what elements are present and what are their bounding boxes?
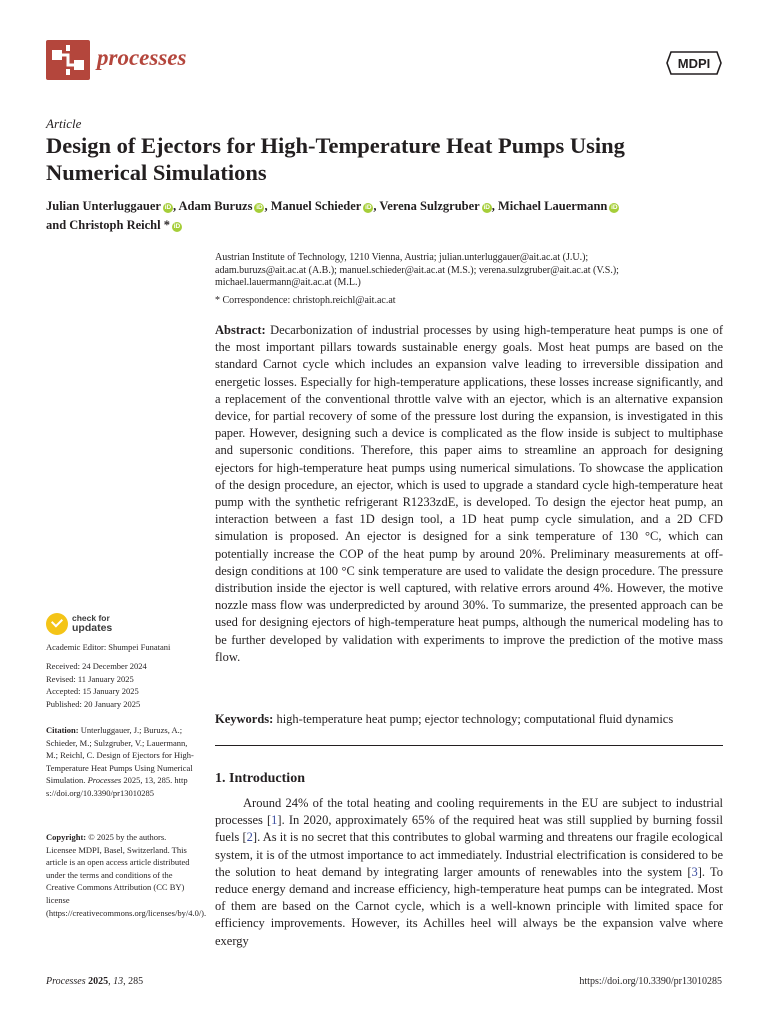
orcid-icon[interactable]: iD xyxy=(256,204,263,211)
footer-doi-link[interactable]: https://doi.org/10.3390/pr13010285 xyxy=(579,976,722,987)
check-line-1: check for xyxy=(72,613,110,623)
citation-link[interactable]: 1 xyxy=(271,813,278,828)
publication-dates xyxy=(46,660,196,710)
author-conjunction: and xyxy=(46,218,70,232)
abstract-label: Abstract: xyxy=(215,323,266,337)
check-for-updates-label xyxy=(72,613,112,633)
orcid-icon[interactable]: iD xyxy=(365,204,372,211)
author-name[interactable]: Michael Lauermann xyxy=(497,199,608,213)
intro-segment: ]. In 2020, approximately 65% of the required heat was still supplied by burning fossil fuels [ xyxy=(215,813,723,845)
academic-editor: Academic Editor: Shumpei Funatani xyxy=(46,642,171,652)
check-icon xyxy=(46,613,68,635)
copyright-block xyxy=(46,831,207,919)
author-name[interactable]: Verena Sulzgruber xyxy=(379,199,480,213)
footer-journal: Processes xyxy=(46,976,86,987)
intro-segment: Around 24% of the total heating and cooling requirements in the EU are subject to industrial processes [ xyxy=(215,796,723,828)
check-for-updates-button[interactable] xyxy=(46,612,166,640)
intro-segment: ]. As it is no secret that this contributes to global warming and threatens our fragile ecological system, it is of the utmost importance to act immediately. Industrial electrification is considered to be the solution to heat demand by integrating larger amounts of renewables into the system [ xyxy=(215,830,723,879)
footer-citation: Processes 2025, 13, 285 xyxy=(46,976,144,987)
citation-details: 2025, 13, 285. xyxy=(123,775,173,786)
citation-doi[interactable]: https://doi.org/10.3390/pr13010285 xyxy=(46,775,188,798)
keywords-text: high-temperature heat pump; ejector technology; computational fluid dynamics xyxy=(276,712,674,726)
orcid-icon[interactable]: iD xyxy=(611,204,618,211)
mdpi-logo-text: MDPI xyxy=(677,56,711,71)
author-name[interactable]: Adam Buruzs xyxy=(178,199,253,213)
affiliations xyxy=(215,252,735,290)
affiliation-line: michael.lauermann@ait.ac.at (M.L.) xyxy=(215,277,361,289)
section-divider xyxy=(215,745,723,746)
journal-name[interactable]: processes xyxy=(97,45,187,70)
citation-label: Citation: xyxy=(46,725,79,735)
article-type: Article xyxy=(46,116,82,131)
orcid-icon[interactable]: iD xyxy=(173,223,181,230)
keywords-label: Keywords: xyxy=(215,712,274,726)
received-date: Received: 24 December 2024 xyxy=(46,661,147,671)
journal-logo-icon xyxy=(46,40,90,80)
introduction-heading: 1. Introduction xyxy=(215,771,305,786)
author-name[interactable]: Julian Unterluggauer xyxy=(46,199,161,213)
citation-journal: Processes xyxy=(87,775,122,786)
author-list xyxy=(46,197,736,235)
affiliation-line: adam.buruzs@ait.ac.at (A.B.); manuel.schieder@ait.ac.at (M.S.); verena.sulzgruber@ait.ac.at (V.S.); xyxy=(215,264,619,276)
author-separator: * xyxy=(160,218,170,232)
mdpi-logo[interactable] xyxy=(665,48,723,78)
author-separator: , xyxy=(373,199,380,213)
citation-block xyxy=(46,724,194,800)
footer-article-number: 285 xyxy=(128,976,144,987)
copyright-label: Copyright: xyxy=(46,832,87,842)
author-separator: , xyxy=(264,199,271,213)
keywords xyxy=(215,711,723,728)
author-separator: , xyxy=(491,199,498,213)
accepted-date: Accepted: 15 January 2025 xyxy=(46,686,139,697)
author-name[interactable]: Manuel Schieder xyxy=(270,199,362,213)
citation-text: Unterluggauer, J.; Buruzs, A.; Schieder, M.; Sulzgruber, V.; Lauermann, M.; Reichl, C. Design of Ejectors for High-Temperature Heat Pumps Using Numerical Simulation. xyxy=(46,725,194,786)
citation-link[interactable]: 3 xyxy=(691,864,698,879)
footer-volume: 13 xyxy=(113,976,124,987)
intro-segment: ]. To reduce energy demand and increase efficiency, high-temperature heat pumps can be integrated. Most of them are based on the Carnot cycle, which is a well-known principle with limited space for efficiency improvements. However, its Achilles heel will always be the expansion valve where exergy xyxy=(215,864,723,948)
orcid-icon[interactable]: iD xyxy=(164,204,172,211)
abstract-text: Decarbonization of industrial processes by using high-temperature heat pumps is one of the most important pillars towards sustainable energy goals. Most heat pumps are based on the standard Carnot cycle which includes an expansion valve leading to irreversible dissipation and energetic losses. Especially for high-temperature applications, these losses increase significantly, and a replacement of the conventional throttle valve with an ejector, which is an alternative expansion device, for partial recovery of some of the pressure lost during the expansion, is investigated in this paper. However, designing such a device is complicated as the flow inside is subject to multiphase and supersonic conditions. Therefore, this paper aims to streamline an approach for designing ejectors for high-temperature heat pumps using numerical simulations. To showcase the application of the design procedure, an ejector, which is used to upgrade a standard cycle high-temperature heat pump with the synthetic refrigerant R1233zdE, is developed. To design the ejector heat pump, an interaction between a fast 1D design tool, a 1D heat pump cycle simulation, and a 2D CFD simulation is proposed. An ejector is designed for a sink temperature of 130 °C, which can potentially increase the COP of the heat pump by around 20%. Preliminary measurements at off-design conditions at 100 °C sink temperature are used to validate the design procedure. The pressure distribution inside the ejector is well captured, with relative errors around 4%. However, the motive nozzle mass flow was underpredicted by around 30%. To summarize, the presented approach can be used for designing ejectors of high-temperature heat pumps, although the numerical modeling has to be further developed by validation with experiments to improve the prediction of the motive mass flow. xyxy=(215,323,724,664)
published-date: Published: 20 January 2025 xyxy=(46,698,141,709)
copyright-text: © 2025 by the authors. Licensee MDPI, Basel, Switzerland. This article is an open access article distributed under the terms and conditions of the Creative Commons Attribution (CC BY) license (https://creativecommons.org/licenses/by/4.0/). xyxy=(46,832,207,918)
article-title: Design of Ejectors for High-Temperature Heat Pumps Using Numerical Simulations xyxy=(46,133,625,185)
introduction-text xyxy=(215,795,723,950)
footer-year: 2025 xyxy=(88,976,109,987)
affiliation-line: Austrian Institute of Technology, 1210 Vienna, Austria; julian.unterluggauer@ait.ac.at (J.U.); xyxy=(215,252,589,263)
orcid-icon[interactable]: iD xyxy=(483,204,490,211)
citation-link[interactable]: 2 xyxy=(246,830,253,845)
author-separator: , xyxy=(172,199,179,213)
revised-date: Revised: 11 January 2025 xyxy=(46,673,134,684)
abstract xyxy=(215,322,723,666)
correspondence: * Correspondence: christoph.reichl@ait.ac.at xyxy=(215,295,396,306)
author-name[interactable]: Christoph Reichl xyxy=(69,218,161,232)
check-line-2: updates xyxy=(72,622,113,634)
